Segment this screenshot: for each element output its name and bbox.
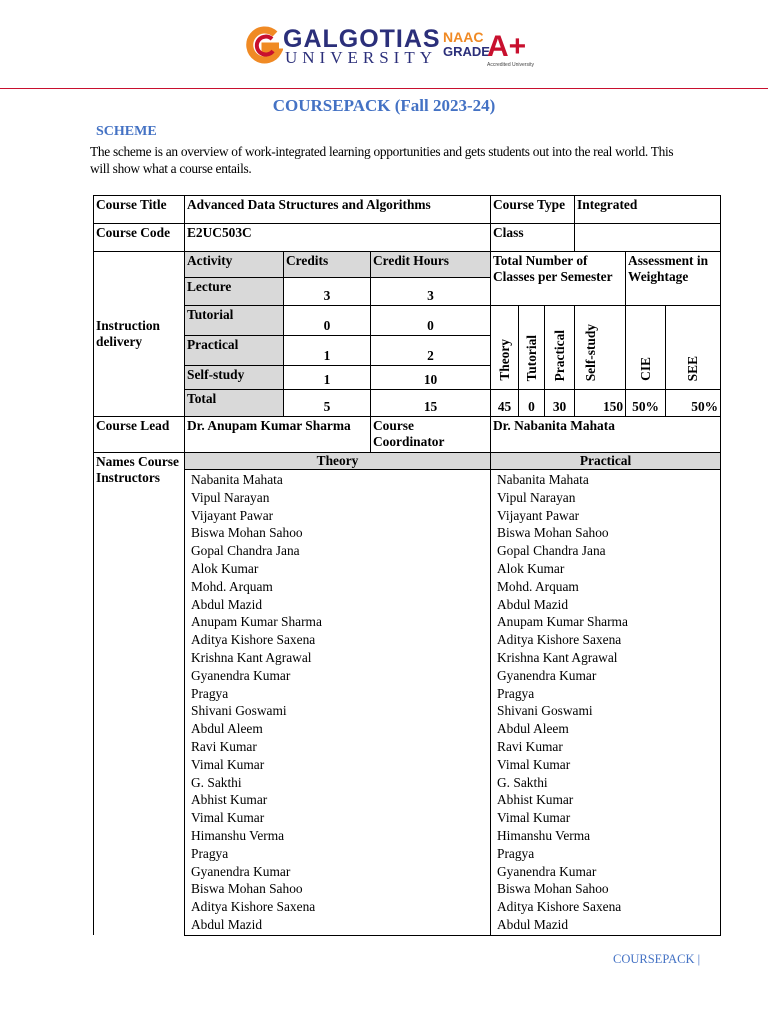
footer-label: COURSEPACK | bbox=[613, 952, 701, 966]
theory-column-header: Theory bbox=[185, 453, 491, 470]
instructor-name: Krishna Kant Agrawal bbox=[497, 649, 618, 665]
tutorial-total: 0 bbox=[519, 390, 545, 417]
instruction-delivery-label: Instruction delivery bbox=[94, 252, 185, 417]
instructor-name: G. Sakthi bbox=[497, 774, 548, 790]
total-classes-header: Total Number of Classes per Semester bbox=[491, 252, 626, 306]
instructor-name: Aditya Kishore Saxena bbox=[191, 632, 316, 648]
course-code: E2UC503C bbox=[185, 224, 491, 252]
instructor-name: Biswa Mohan Sahoo bbox=[191, 881, 303, 897]
instructor-name: Vijayant Pawar bbox=[191, 507, 274, 523]
instructor-name: Pragya bbox=[191, 685, 229, 701]
instructor-name: Vimal Kumar bbox=[497, 756, 571, 772]
instructor-name: Gyanendra Kumar bbox=[191, 863, 291, 879]
tutorial-hours: 0 bbox=[371, 306, 491, 336]
table-row bbox=[94, 196, 721, 224]
instructor-name: Gyanendra Kumar bbox=[497, 863, 597, 879]
instructor-name: Abdul Aleem bbox=[497, 721, 569, 737]
instructor-name: Pragya bbox=[497, 845, 535, 861]
activity-tutorial: Tutorial bbox=[185, 306, 284, 336]
practical-column-header: Practical bbox=[491, 453, 721, 470]
tutorial-credits: 0 bbox=[284, 306, 371, 336]
instructor-name: Biswa Mohan Sahoo bbox=[497, 881, 609, 897]
course-coordinator-label: Course Coordinator bbox=[371, 417, 491, 453]
course-type: Integrated bbox=[575, 196, 721, 224]
course-coordinator: Dr. Nabanita Mahata bbox=[491, 417, 721, 453]
instructor-name: Abdul Mazid bbox=[497, 916, 569, 932]
activity-lecture: Lecture bbox=[185, 278, 284, 306]
naac-grade-mark: A+ bbox=[487, 30, 527, 63]
page-title: COURSEPACK (Fall 2023-24) bbox=[272, 96, 496, 115]
instructor-name: Biswa Mohan Sahoo bbox=[191, 525, 303, 541]
instructor-name: Vimal Kumar bbox=[191, 756, 265, 772]
instructor-name: Alok Kumar bbox=[497, 560, 565, 576]
theory-instructor-list bbox=[185, 470, 491, 936]
instructor-name: Himanshu Verma bbox=[497, 827, 591, 843]
see-header: SEE bbox=[666, 306, 721, 390]
lecture-credits: 3 bbox=[284, 278, 371, 306]
activity-self-study: Self-study bbox=[185, 366, 284, 390]
self-study-hours: 10 bbox=[371, 366, 491, 390]
table-row bbox=[94, 306, 721, 336]
header-divider bbox=[0, 88, 768, 89]
table-row bbox=[94, 252, 721, 278]
instructor-name: Abdul Mazid bbox=[191, 596, 263, 612]
course-title: Advanced Data Structures and Algorithms bbox=[185, 196, 491, 224]
activity-practical: Practical bbox=[185, 336, 284, 366]
class-label: Class bbox=[491, 224, 575, 252]
instructor-name: Gopal Chandra Jana bbox=[497, 543, 606, 559]
instructor-name: Vimal Kumar bbox=[497, 810, 571, 826]
naac-accredited: Accredited University bbox=[487, 62, 534, 68]
tutorial-header: Tutorial bbox=[519, 306, 545, 390]
course-type-label: Course Type bbox=[491, 196, 575, 224]
instructor-name: Anupam Kumar Sharma bbox=[191, 614, 322, 630]
instructor-name: Mohd. Arquam bbox=[191, 578, 273, 594]
table-row bbox=[94, 224, 721, 252]
instructor-name: Anupam Kumar Sharma bbox=[497, 614, 628, 630]
activity-total: Total bbox=[185, 390, 284, 417]
instructor-name: Shivani Goswami bbox=[191, 703, 287, 719]
instructor-name: Abhist Kumar bbox=[191, 792, 268, 808]
instructor-name: Gyanendra Kumar bbox=[191, 667, 291, 683]
course-lead: Dr. Anupam Kumar Sharma bbox=[185, 417, 371, 453]
course-code-label: Course Code bbox=[94, 224, 185, 252]
instructor-name: Vipul Narayan bbox=[497, 489, 576, 505]
practical-header: Practical bbox=[545, 306, 575, 390]
instructor-name: Alok Kumar bbox=[191, 560, 259, 576]
logo-name: GALGOTIAS bbox=[283, 25, 441, 53]
table-row bbox=[94, 470, 721, 936]
instructor-name: Abdul Mazid bbox=[497, 596, 569, 612]
instructor-name: Gopal Chandra Jana bbox=[191, 543, 300, 559]
see-weight: 50% bbox=[666, 390, 721, 417]
self-study-header: Self-study bbox=[575, 306, 626, 390]
course-lead-label: Course Lead bbox=[94, 417, 185, 453]
university-logo bbox=[245, 25, 534, 70]
instructor-name: Mohd. Arquam bbox=[497, 578, 579, 594]
instructor-name: Abdul Aleem bbox=[191, 721, 263, 737]
naac-badge bbox=[443, 30, 533, 70]
assessment-header: Assessment in Weightage bbox=[626, 252, 721, 306]
credit-hours-header: Credit Hours bbox=[371, 252, 491, 278]
instructor-name: Vijayant Pawar bbox=[497, 507, 580, 523]
instructor-name: Abdul Mazid bbox=[191, 916, 263, 932]
page-header bbox=[0, 0, 768, 88]
section-heading-scheme: SCHEME bbox=[96, 124, 157, 139]
intro-paragraph: The scheme is an overview of work-integrated learning opportunities and gets students out into the real world. This will show what a course entails. bbox=[90, 144, 674, 176]
table-row bbox=[94, 417, 721, 453]
instructor-name: Abhist Kumar bbox=[497, 792, 574, 808]
instructor-name: Ravi Kumar bbox=[497, 738, 563, 754]
activity-header: Activity bbox=[185, 252, 284, 278]
credits-header: Credits bbox=[284, 252, 371, 278]
cie-header: CIE bbox=[626, 306, 666, 390]
galgotias-g-icon bbox=[245, 26, 283, 68]
practical-credits: 1 bbox=[284, 336, 371, 366]
instructor-name: Krishna Kant Agrawal bbox=[191, 649, 312, 665]
self-study-credits: 1 bbox=[284, 366, 371, 390]
instructor-name: Gyanendra Kumar bbox=[497, 667, 597, 683]
instructor-name: Vimal Kumar bbox=[191, 810, 265, 826]
course-title-label: Course Title bbox=[94, 196, 185, 224]
lecture-hours: 3 bbox=[371, 278, 491, 306]
table-row bbox=[94, 453, 721, 470]
instructor-name: Himanshu Verma bbox=[191, 827, 285, 843]
theory-header: Theory bbox=[491, 306, 519, 390]
instructor-name: Aditya Kishore Saxena bbox=[497, 632, 622, 648]
instructor-name: Pragya bbox=[497, 685, 535, 701]
instructor-name: Nabanita Mahata bbox=[497, 472, 589, 487]
total-hours: 15 bbox=[371, 390, 491, 417]
names-instructors-label: Names Course Instructors bbox=[94, 453, 185, 936]
cie-weight: 50% bbox=[626, 390, 666, 417]
naac-grade-label: GRADE bbox=[443, 44, 490, 59]
instructor-name: Vipul Narayan bbox=[191, 489, 270, 505]
self-study-total: 150 bbox=[575, 390, 626, 417]
class-value bbox=[575, 224, 721, 252]
naac-label: NAAC bbox=[443, 29, 484, 45]
instructor-name: Nabanita Mahata bbox=[191, 472, 283, 487]
logo-subtitle: UNIVERSITY bbox=[285, 48, 437, 67]
practical-total: 30 bbox=[545, 390, 575, 417]
instructor-name: G. Sakthi bbox=[191, 774, 242, 790]
theory-total: 45 bbox=[491, 390, 519, 417]
instructor-name: Pragya bbox=[191, 845, 229, 861]
course-scheme-table bbox=[93, 195, 721, 936]
instructor-name: Aditya Kishore Saxena bbox=[497, 899, 622, 915]
practical-instructor-list bbox=[491, 470, 721, 936]
instructor-name: Shivani Goswami bbox=[497, 703, 593, 719]
table-row bbox=[94, 390, 721, 417]
instructor-name: Aditya Kishore Saxena bbox=[191, 899, 316, 915]
practical-hours: 2 bbox=[371, 336, 491, 366]
instructor-name: Ravi Kumar bbox=[191, 738, 257, 754]
instructor-name: Biswa Mohan Sahoo bbox=[497, 525, 609, 541]
total-credits: 5 bbox=[284, 390, 371, 417]
